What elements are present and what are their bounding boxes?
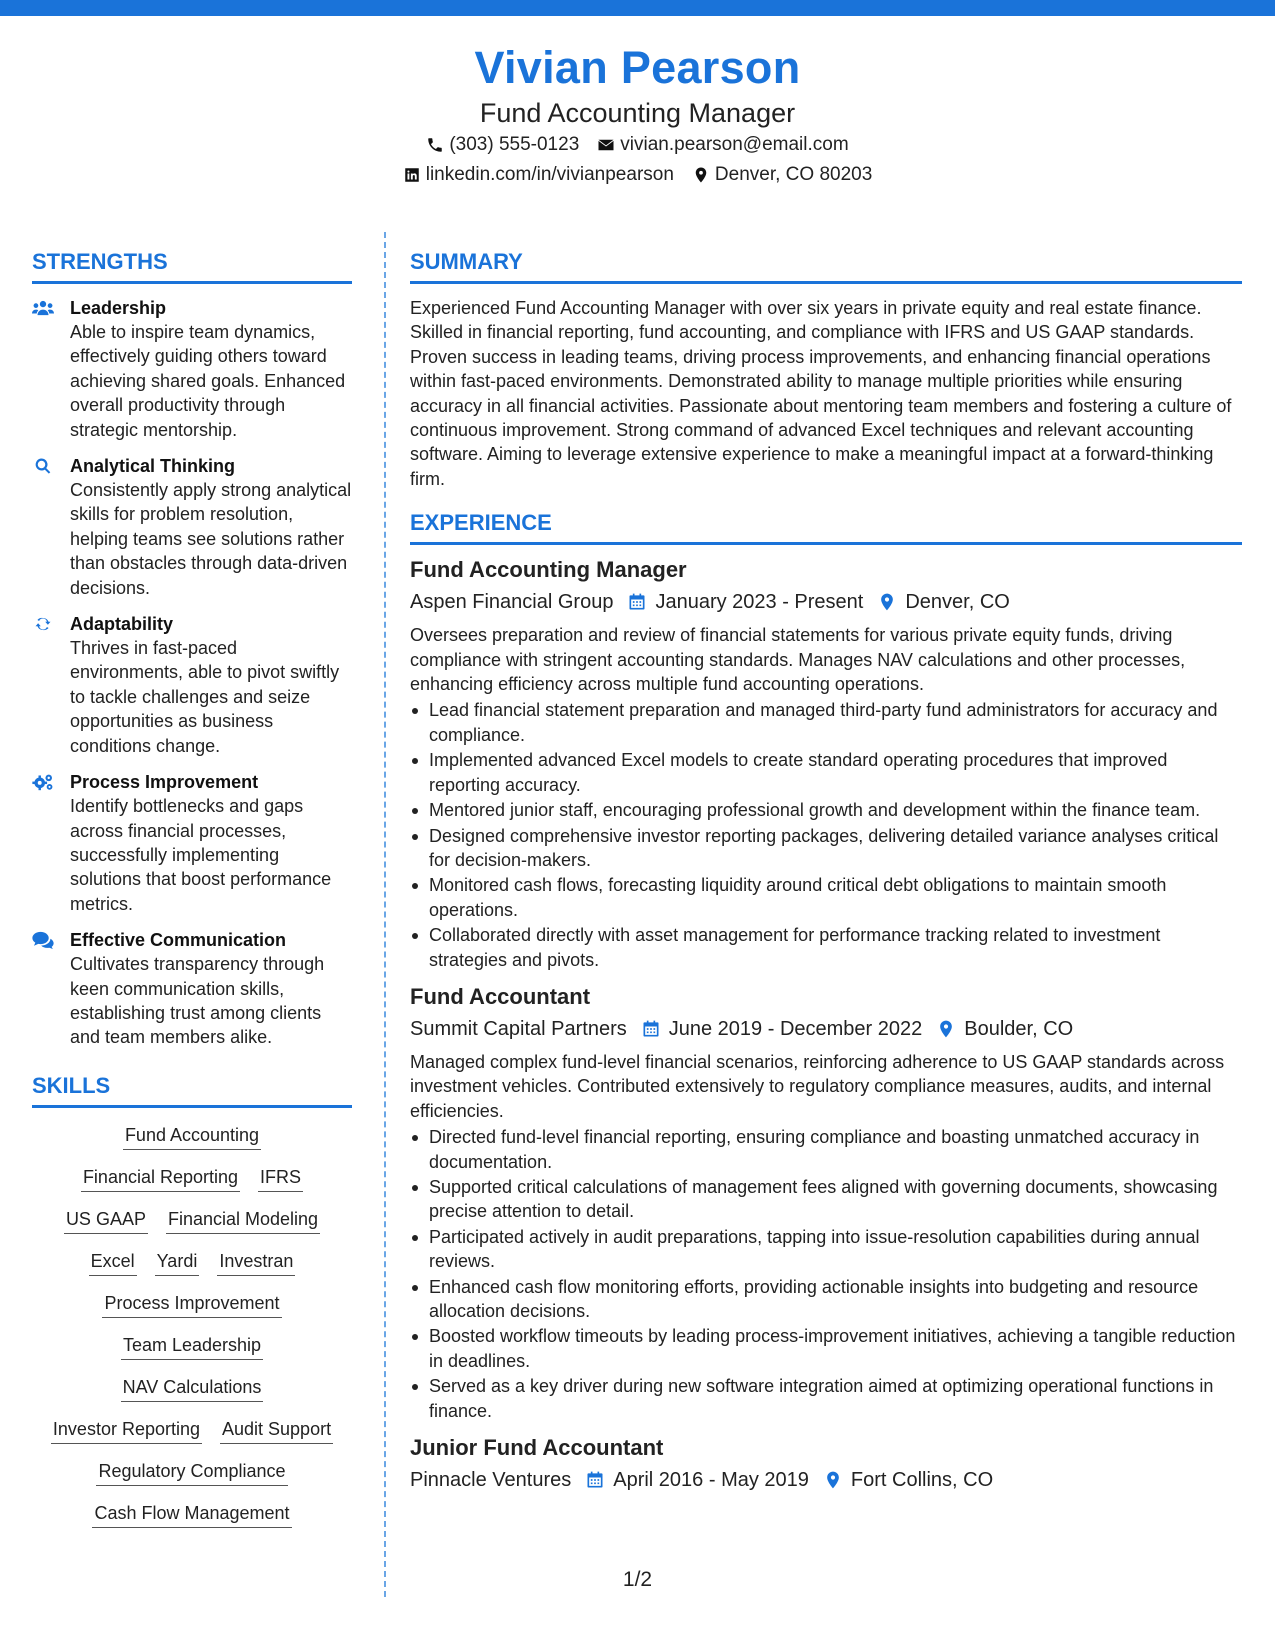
phone-item	[426, 130, 579, 160]
comments-icon	[32, 931, 54, 949]
skill-row	[32, 1416, 352, 1444]
job-bullet: Collaborated directly with asset management for performance tracking related to investment strategies and pivots.	[410, 923, 1242, 972]
linkedin-text: linkedin.com/in/vivianpearson	[425, 164, 674, 185]
location-item	[692, 160, 872, 190]
email-item[interactable]	[597, 130, 848, 160]
skill-row	[32, 1206, 352, 1234]
calendar-icon	[627, 592, 647, 612]
skill-tag: Team Leadership	[121, 1332, 263, 1360]
skill-tag: IFRS	[258, 1164, 303, 1192]
skill-tag: Investran	[217, 1248, 295, 1276]
skills-list	[32, 1122, 352, 1528]
strength-title: Analytical Thinking	[70, 456, 236, 477]
experience-list	[410, 555, 1242, 1495]
strength-desc: Able to inspire team dynamics, effectively guiding others toward achieving shared goals. Enhanced overall productivity through strategic mentorship.	[70, 322, 346, 440]
sync-icon	[32, 615, 54, 633]
contact-row-1	[0, 130, 1275, 160]
job-entry	[410, 555, 1242, 972]
skill-tag: Regulatory Compliance	[96, 1458, 287, 1486]
strength-item	[32, 612, 352, 758]
map-pin-icon	[936, 1018, 956, 1040]
top-accent-bar	[0, 0, 1275, 16]
phone-text: (303) 555-0123	[449, 134, 580, 155]
users-icon	[32, 299, 54, 317]
skill-tag: US GAAP	[64, 1206, 148, 1234]
right-column	[410, 248, 1242, 1495]
job-dates: June 2019 - December 2022	[668, 1017, 923, 1040]
job-meta	[410, 1465, 1242, 1495]
job-entry	[410, 1433, 1242, 1495]
calendar-icon	[641, 1019, 661, 1039]
summary-text: Experienced Fund Accounting Manager with over six years in private equity and real estate finance. Skilled in financial reporting, fund accounting, and compliance with IFRS and US GAAP standards. Proven success in leading teams, driving process improvements, and enhancing financial operations within fast-paced environments. Demonstrated ability to manage multiple priorities while ensuring accuracy in all financial activities. Passionate about mentoring team members and fostering a culture of continuous improvement. Strong command of advanced Excel techniques and relevant accounting software. Aiming to leverage extensive experience to make a meaningful impact at a forward-thinking firm.	[410, 298, 1232, 489]
strength-title: Process Improvement	[70, 772, 259, 793]
page-number: 1/2	[622, 1568, 653, 1591]
skill-tag: Yardi	[155, 1248, 200, 1276]
skills-heading: SKILLS	[32, 1072, 352, 1108]
job-location: Fort Collins, CO	[850, 1469, 994, 1492]
job-entry	[410, 982, 1242, 1423]
map-pin-icon	[692, 166, 710, 184]
contact-row-2	[0, 160, 1275, 190]
skill-row	[32, 1164, 352, 1192]
job-dates: January 2023 - Present	[655, 591, 864, 614]
location-text: Denver, CO 80203	[714, 164, 873, 185]
skill-tag: Financial Reporting	[81, 1164, 240, 1192]
job-dates: April 2016 - May 2019	[613, 1469, 809, 1492]
job-bullets	[410, 1125, 1242, 1423]
map-pin-icon	[877, 591, 897, 613]
skill-tag: Cash Flow Management	[92, 1500, 291, 1528]
skill-tag: Investor Reporting	[51, 1416, 202, 1444]
job-location: Boulder, CO	[964, 1017, 1074, 1040]
job-bullet: Served as a key driver during new software integration aimed at optimizing operational functions in finance.	[410, 1374, 1242, 1423]
gears-icon	[32, 773, 54, 791]
skill-row	[32, 1332, 352, 1360]
strengths-heading: STRENGTHS	[32, 248, 352, 284]
strength-title: Leadership	[70, 298, 167, 318]
skill-tag: Financial Modeling	[166, 1206, 320, 1234]
strength-title: Adaptability	[70, 614, 174, 635]
skill-row	[32, 1248, 352, 1276]
job-company: Pinnacle Ventures	[410, 1469, 572, 1492]
strength-desc: Consistently apply strong analytical skills for problem resolution, helping teams see solutions rather than obstacles through data-driven decisions.	[70, 480, 352, 598]
resume-header	[0, 40, 1275, 190]
strength-desc: Identify bottlenecks and gaps across financial processes, successfully implementing solutions that boost performance metrics.	[70, 796, 332, 914]
job-meta	[410, 587, 1242, 617]
linkedin-item[interactable]	[403, 160, 674, 190]
skill-row	[32, 1374, 352, 1402]
strength-item	[32, 928, 352, 1050]
strength-desc: Cultivates transparency through keen communication skills, establishing trust among clients and team members alike.	[70, 954, 325, 1048]
job-location: Denver, CO	[905, 591, 1010, 614]
job-company: Aspen Financial Group	[410, 591, 614, 614]
skill-row	[32, 1458, 352, 1486]
job-company: Summit Capital Partners	[410, 1017, 627, 1040]
search-icon	[32, 457, 54, 475]
candidate-name: Vivian Pearson	[474, 42, 801, 93]
experience-heading: EXPERIENCE	[410, 509, 1242, 545]
skill-row	[32, 1290, 352, 1318]
job-bullet: Lead financial statement preparation and managed third-party fund administrators for accuracy and compliance.	[410, 698, 1242, 747]
skill-tag: Audit Support	[220, 1416, 333, 1444]
job-bullets	[410, 698, 1242, 971]
job-meta	[410, 1014, 1242, 1044]
job-title: Junior Fund Accountant	[410, 1435, 664, 1461]
skill-tag: NAV Calculations	[121, 1374, 264, 1402]
job-description: Oversees preparation and review of financial statements for various private equity funds, driving compliance with stringent accounting standards. Manages NAV calculations and other processes, enhancing efficiency across multiple fund accounting operations.	[410, 625, 1186, 695]
job-bullet: Implemented advanced Excel models to create standard operating procedures that improved reporting accuracy.	[410, 748, 1242, 797]
strength-title: Effective Communication	[70, 930, 287, 951]
job-bullet: Directed fund-level financial reporting, ensuring compliance and boasting unmatched accuracy in documentation.	[410, 1125, 1242, 1174]
skill-row	[32, 1500, 352, 1528]
candidate-title: Fund Accounting Manager	[479, 98, 796, 128]
skill-tag: Fund Accounting	[123, 1122, 261, 1150]
strength-item	[32, 454, 352, 600]
job-description: Managed complex fund-level financial scenarios, reinforcing adherence to US GAAP standards across investment vehicles. Contributed extensively to regulatory compliance measures, audits, and internal efficiencies.	[410, 1051, 1225, 1121]
strength-item	[32, 296, 352, 442]
summary-heading: SUMMARY	[410, 248, 1242, 284]
job-title: Fund Accounting Manager	[410, 557, 687, 583]
strength-desc: Thrives in fast-paced environments, able to pivot swiftly to tackle challenges and seize opportunities as business conditions change.	[70, 638, 340, 756]
skill-tag: Excel	[89, 1248, 137, 1276]
skill-tag: Process Improvement	[102, 1290, 281, 1318]
phone-icon	[426, 136, 444, 154]
job-bullet: Monitored cash flows, forecasting liquidity around critical debt obligations to maintain smooth operations.	[410, 873, 1242, 922]
column-divider	[384, 232, 386, 1597]
strength-item	[32, 770, 352, 916]
job-bullet: Supported critical calculations of management fees aligned with governing documents, showcasing precise attention to detail.	[410, 1175, 1242, 1224]
skill-row	[32, 1122, 352, 1150]
job-bullet: Boosted workflow timeouts by leading process-improvement initiatives, achieving a tangible reduction in deadlines.	[410, 1324, 1242, 1373]
job-bullet: Mentored junior staff, encouraging professional growth and development within the finance team.	[410, 798, 1242, 822]
envelope-icon	[597, 136, 615, 154]
left-column	[32, 248, 352, 1542]
email-text: vivian.pearson@email.com	[620, 134, 849, 155]
job-bullet: Participated actively in audit preparations, tapping into issue-resolution capabilities during annual reviews.	[410, 1225, 1242, 1274]
job-bullet: Enhanced cash flow monitoring efforts, providing actionable insights into budgeting and resource allocation decisions.	[410, 1275, 1242, 1324]
job-title: Fund Accountant	[410, 983, 591, 1009]
map-pin-icon	[823, 1469, 843, 1491]
calendar-icon	[585, 1470, 605, 1490]
linkedin-icon	[403, 166, 421, 184]
job-bullet: Designed comprehensive investor reporting packages, delivering detailed variance analyses critical for decision-makers.	[410, 824, 1242, 873]
